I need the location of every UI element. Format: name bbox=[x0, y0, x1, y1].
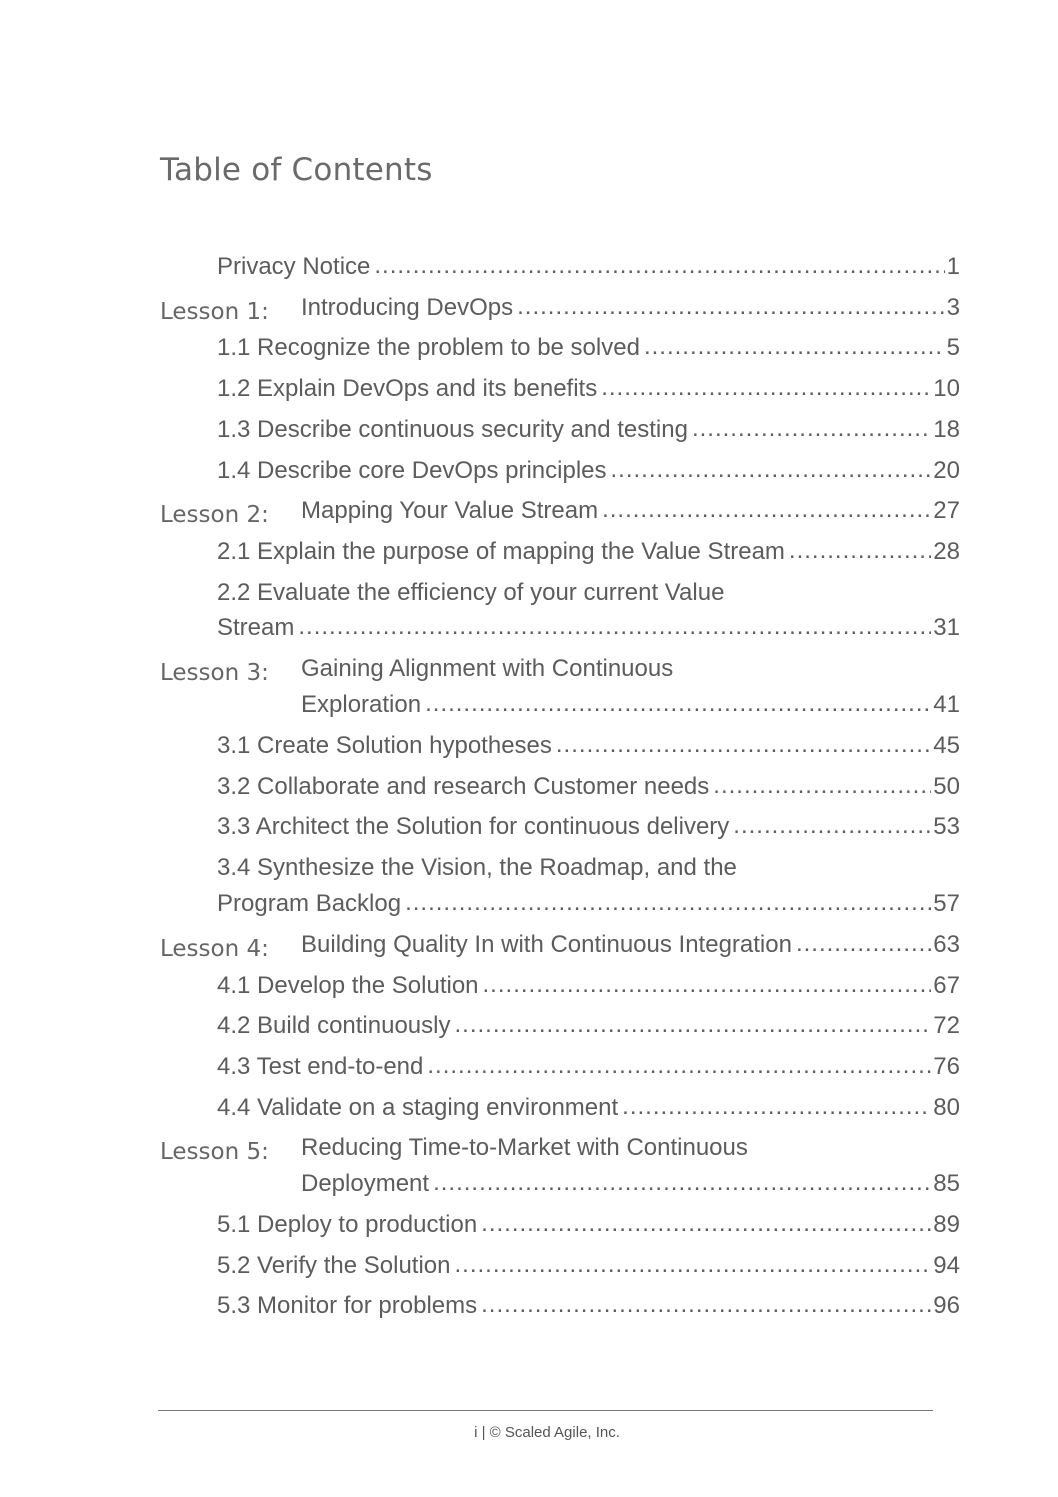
toc-dot-leader bbox=[556, 731, 931, 759]
toc-dot-leader bbox=[796, 930, 931, 958]
toc-entry-title: 5.3 Monitor for problems bbox=[217, 1292, 481, 1320]
toc-section-entry[interactable] bbox=[160, 1045, 960, 1081]
toc-section-entry[interactable] bbox=[160, 1284, 960, 1320]
toc-entry-title: Program Backlog bbox=[217, 890, 405, 918]
toc-entry-title: Privacy Notice bbox=[217, 253, 374, 281]
toc-section-entry[interactable] bbox=[160, 408, 960, 444]
toc-entry-title: Exploration bbox=[301, 691, 425, 719]
toc-entry-title: Reducing Time-to-Market with Continuous bbox=[301, 1134, 752, 1162]
page-title: Table of Contents bbox=[160, 152, 433, 188]
toc-section-entry[interactable] bbox=[160, 326, 960, 362]
toc-entry-title: Gaining Alignment with Continuous bbox=[301, 655, 677, 683]
toc-lesson-entry[interactable] bbox=[160, 923, 960, 962]
toc-page-number: 85 bbox=[933, 1169, 960, 1197]
toc-entry-title: 1.4 Describe core DevOps principles bbox=[217, 457, 611, 485]
toc-entry-title: 5.1 Deploy to production bbox=[217, 1211, 481, 1239]
toc-dot-leader bbox=[733, 812, 931, 840]
toc-lesson-label: Lesson 5: bbox=[160, 1139, 269, 1166]
toc-page-number: 28 bbox=[933, 537, 960, 565]
toc-section-entry[interactable] bbox=[160, 1086, 960, 1122]
toc-page-number: 63 bbox=[933, 930, 960, 958]
table-of-contents bbox=[160, 0, 960, 1497]
toc-dot-leader bbox=[481, 1291, 931, 1319]
toc-entry-title: 3.1 Create Solution hypotheses bbox=[217, 732, 556, 760]
toc-entry-title: 2.2 Evaluate the efficiency of your current Value bbox=[217, 579, 728, 607]
toc-dot-leader bbox=[374, 252, 944, 280]
toc-entry-title: 4.2 Build continuously bbox=[217, 1012, 454, 1040]
toc-page-number: 96 bbox=[933, 1292, 960, 1320]
toc-section-entry[interactable] bbox=[160, 1244, 960, 1280]
toc-dot-leader bbox=[433, 1169, 931, 1197]
toc-dot-leader bbox=[481, 1210, 931, 1238]
toc-page-number: 31 bbox=[933, 614, 960, 642]
toc-lesson-entry[interactable] bbox=[160, 647, 960, 719]
toc-dot-leader bbox=[517, 293, 945, 321]
toc-page-number: 1 bbox=[946, 253, 960, 280]
toc-dot-leader bbox=[425, 690, 931, 718]
toc-section-entry[interactable] bbox=[160, 724, 960, 760]
toc-section-entry[interactable] bbox=[160, 367, 960, 403]
toc-dot-leader bbox=[483, 971, 932, 999]
toc-entry-title: Mapping Your Value Stream bbox=[301, 497, 602, 525]
toc-section-entry[interactable] bbox=[160, 964, 960, 1000]
toc-page-number: 41 bbox=[933, 690, 960, 718]
toc-dot-leader bbox=[454, 1251, 931, 1279]
toc-dot-leader bbox=[298, 613, 931, 641]
toc-lesson-label: Lesson 4: bbox=[160, 935, 269, 962]
toc-entry-title: 4.1 Develop the Solution bbox=[217, 972, 483, 1000]
toc-page-number: 20 bbox=[933, 456, 960, 484]
toc-entry-title: 2.1 Explain the purpose of mapping the Value Stream bbox=[217, 538, 789, 566]
toc-dot-leader bbox=[789, 537, 931, 565]
toc-dot-leader bbox=[405, 889, 931, 917]
toc-page-number: 94 bbox=[933, 1251, 960, 1279]
toc-page-number: 89 bbox=[933, 1211, 960, 1238]
toc-section-entry[interactable] bbox=[160, 1004, 960, 1040]
toc-section-entry[interactable] bbox=[160, 1203, 960, 1239]
toc-entry-title: Stream bbox=[217, 614, 298, 642]
toc-page-number: 10 bbox=[933, 375, 960, 403]
toc-dot-leader bbox=[644, 333, 945, 361]
toc-entry-title: 4.3 Test end-to-end bbox=[217, 1053, 427, 1081]
toc-page-number: 3 bbox=[946, 293, 960, 321]
toc-section-entry[interactable] bbox=[160, 571, 960, 643]
toc-dot-leader bbox=[622, 1093, 931, 1121]
toc-section-entry[interactable] bbox=[160, 846, 960, 918]
toc-entry-title: Deployment bbox=[301, 1170, 433, 1198]
toc-page-number: 53 bbox=[933, 813, 960, 841]
toc-dot-leader bbox=[713, 772, 931, 800]
toc-page-number: 5 bbox=[946, 334, 960, 362]
footer-divider bbox=[158, 1410, 933, 1411]
toc-dot-leader bbox=[601, 374, 931, 402]
toc-entry-title: 1.3 Describe continuous security and testing bbox=[217, 416, 692, 444]
toc-lesson-label: Lesson 3: bbox=[160, 660, 269, 687]
toc-page-number: 45 bbox=[933, 732, 960, 759]
toc-dot-leader bbox=[611, 456, 932, 484]
toc-lesson-label: Lesson 1: bbox=[160, 298, 269, 325]
toc-entry-title: 3.4 Synthesize the Vision, the Roadmap, and the bbox=[217, 854, 741, 882]
toc-section-entry[interactable] bbox=[160, 449, 960, 485]
toc-section-entry[interactable] bbox=[160, 245, 960, 281]
toc-page-number: 57 bbox=[933, 889, 960, 917]
toc-section-entry[interactable] bbox=[160, 805, 960, 841]
toc-lesson-label: Lesson 2: bbox=[160, 502, 269, 529]
toc-dot-leader bbox=[692, 415, 931, 443]
toc-entry-title: 5.2 Verify the Solution bbox=[217, 1252, 454, 1280]
footer-copyright: i | © Scaled Agile, Inc. bbox=[474, 1424, 620, 1441]
toc-entry-title: 1.2 Explain DevOps and its benefits bbox=[217, 375, 601, 403]
toc-section-entry[interactable] bbox=[160, 765, 960, 801]
toc-dot-leader bbox=[602, 496, 931, 524]
toc-entry-title: 4.4 Validate on a staging environment bbox=[217, 1094, 622, 1122]
toc-entry-title: Building Quality In with Continuous Integration bbox=[301, 931, 796, 959]
toc-page-number: 76 bbox=[933, 1052, 960, 1080]
toc-page-number: 18 bbox=[933, 415, 960, 443]
toc-page-number: 72 bbox=[933, 1012, 960, 1040]
toc-lesson-entry[interactable] bbox=[160, 1126, 960, 1198]
toc-dot-leader bbox=[427, 1052, 931, 1080]
toc-section-entry[interactable] bbox=[160, 530, 960, 566]
toc-entry-title: 1.1 Recognize the problem to be solved bbox=[217, 334, 644, 362]
toc-page-number: 50 bbox=[933, 772, 960, 800]
toc-lesson-entry[interactable] bbox=[160, 286, 960, 325]
toc-page-number: 67 bbox=[933, 971, 960, 999]
toc-dot-leader bbox=[454, 1011, 931, 1039]
toc-entry-title: Introducing DevOps bbox=[301, 294, 517, 322]
toc-page-number: 80 bbox=[933, 1093, 960, 1121]
toc-entry-title: 3.3 Architect the Solution for continuous delivery bbox=[217, 813, 733, 841]
toc-page-number: 27 bbox=[933, 497, 960, 525]
toc-lesson-entry[interactable] bbox=[160, 489, 960, 529]
toc-entry-title: 3.2 Collaborate and research Customer needs bbox=[217, 773, 713, 801]
